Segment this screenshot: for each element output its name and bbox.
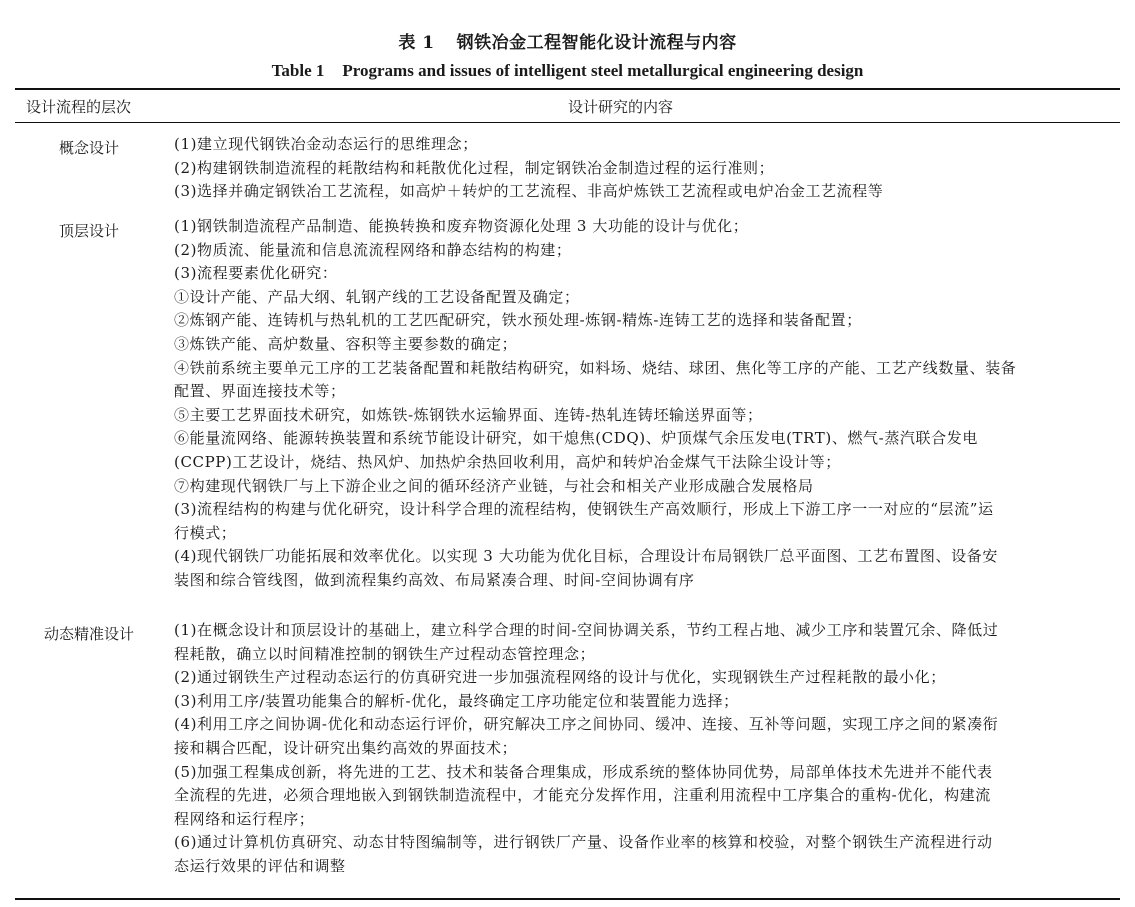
content-line: ①设计产能、产品大纲、轧钢产线的工艺设备配置及确定；: [174, 287, 580, 306]
content-line: 配置、界面连接技术等；: [174, 382, 346, 401]
content-line: (3)选择并确定钢铁冶工艺流程，如高炉＋转炉的工艺流程、非高炉炼铁工艺流程或电炉冶金工艺流程等: [174, 182, 884, 201]
row-label-top-level-design: 顶层设计: [58, 222, 119, 240]
content-line: ②炼钢产能、连铸机与热轧机的工艺匹配研究，铁水预处理-炼钢-精炼-连铸工艺的选择和装备配置；: [174, 311, 862, 330]
table-bottom-rule: [15, 898, 1120, 900]
content-line: (2)物质流、能量流和信息流流程网络和静态结构的构建；: [174, 240, 572, 259]
content-line: (4)利用工序之间协调-优化和动态运行评价，研究解决工序之间协同、缓冲、连接、互补等问题，实现工序之间的紧凑衔: [174, 715, 999, 734]
table-caption-english: [0, 61, 1135, 81]
content-line: (3)流程要素优化研究：: [174, 264, 338, 283]
content-line: (1)建立现代钢铁冶金动态运行的思维理念；: [174, 135, 478, 153]
content-line: (3)流程结构的构建与优化研究，设计科学合理的流程结构，使钢铁生产高效顺行，形成上下游工序一一对应的“层流”运: [174, 500, 994, 519]
content-line: ③炼铁产能、高炉数量、容积等主要参数的确定；: [174, 334, 518, 353]
content-line: 程耗散，确立以时间精准控制的钢铁生产过程动态管控理念；: [174, 644, 596, 663]
content-line: (3)利用工序/装置功能集合的解析-优化，最终确定工序功能定位和装置能力选择；: [174, 691, 739, 710]
content-line: ⑦构建现代钢铁厂与上下游企业之间的循环经济产业链，与社会和相关产业形成融合发展格局: [174, 476, 814, 495]
row-content-concept-design: [174, 133, 1114, 204]
header-design-content: 设计研究的内容: [568, 98, 674, 116]
content-line: 接和耦合匹配，设计研究出集约高效的界面技术；: [174, 738, 518, 757]
row-label-concept-design: 概念设计: [58, 139, 119, 157]
table-top-rule: [15, 88, 1120, 90]
row-content-dynamic-precise-design: [174, 619, 1114, 879]
content-line: 行模式；: [174, 523, 237, 542]
table-title-zh: 钢铁冶金工程智能化设计流程与内容: [456, 33, 737, 53]
content-line: (5)加强工程集成创新，将先进的工艺、技术和装备合理集成，形成系统的整体协同优势，局部单体技术先进并不能代表: [174, 762, 993, 781]
table-caption-chinese: [0, 28, 1135, 53]
content-line: (4)现代钢铁厂功能拓展和效率优化。以实现 3 大功能为优化目标，合理设计布局钢铁厂总平面图、工艺布置图、设备安: [174, 547, 998, 566]
content-line: ⑥能量流网络、能源转换装置和系统节能设计研究，如干熄焦(CDQ)、炉顶煤气余压发电(TRT)、燃气-蒸汽联合发电: [174, 429, 978, 448]
content-line: 程网络和运行程序；: [174, 809, 315, 828]
content-line: (CCPP)工艺设计，烧结、热风炉、加热炉余热回收利用，高炉和转炉冶金煤气干法除尘设计等；: [174, 452, 841, 471]
content-line: (6)通过计算机仿真研究、动态甘特图编制等，进行钢铁厂产量、设备作业率的核算和校验，对整个钢铁生产流程进行动: [174, 833, 993, 852]
content-line: 装图和综合管线图，做到流程集约高效、布局紧凑合理、时间-空间协调有序: [174, 570, 695, 589]
content-line: 态运行效果的评估和调整: [174, 856, 346, 875]
row-label-dynamic-precise-design: 动态精准设计: [43, 625, 134, 643]
table-number-en: Table 1: [271, 61, 325, 80]
content-line: ④铁前系统主要单元工序的工艺装备配置和耗散结构研究，如料场、烧结、球团、焦化等工序的产能、工艺产线数量、装备: [174, 358, 1017, 377]
content-line: (1)在概念设计和顶层设计的基础上，建立科学合理的时间-空间协调关系，节约工程占地、减少工序和装置冗余、降低过: [174, 621, 999, 639]
content-line: ⑤主要工艺界面技术研究，如炼铁-炼钢铁水运输界面、连铸-热轧连铸坯输送界面等；: [174, 405, 763, 424]
content-line: (2)通过钢铁生产过程动态运行的仿真研究进一步加强流程网络的设计与优化，实现钢铁生产过程耗散的最小化；: [174, 668, 946, 687]
table-number-zh: 表 1: [398, 33, 435, 53]
header-design-level: 设计流程的层次: [26, 98, 132, 116]
content-line: (2)构建钢铁制造流程的耗散结构和耗散优化过程，制定钢铁冶金制造过程的运行准则；: [174, 158, 775, 177]
table-header-rule: [15, 122, 1120, 123]
content-line: 全流程的先进，必须合理地嵌入到钢铁制造流程中，才能充分发挥作用，注重利用流程中工序集合的重构-优化，构建流: [174, 786, 991, 805]
table-title-en: Programs and issues of intelligent steel metallurgical engineering design: [342, 61, 864, 80]
row-content-top-level-design: [174, 215, 1114, 593]
content-line: (1)钢铁制造流程产品制造、能换转换和废弃物资源化处理 3 大功能的设计与优化；: [174, 217, 749, 235]
